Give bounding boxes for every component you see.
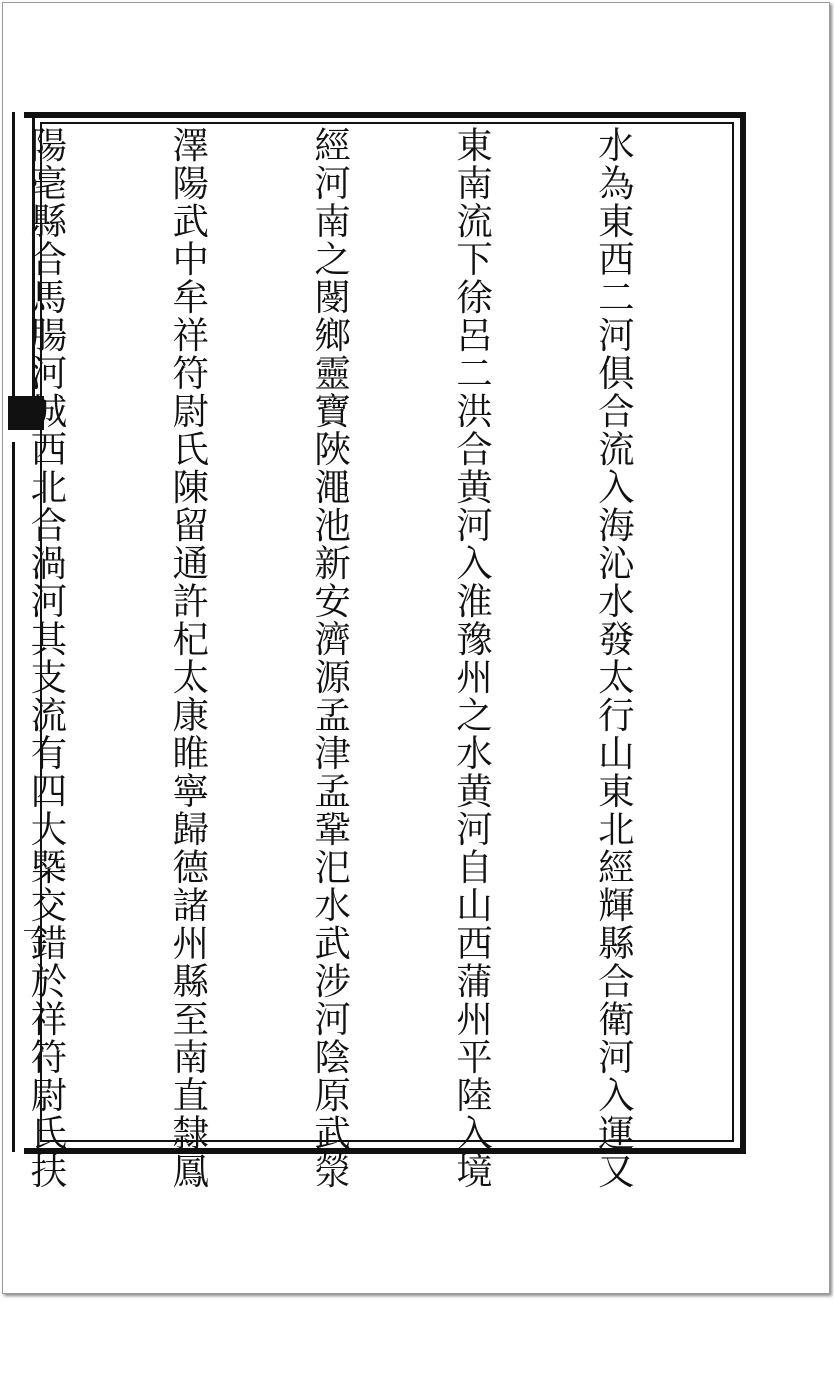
text-column: 東南流下徐呂二洪合黄河入淮豫州之水黄河自山西蒲州平陸入境 (450, 126, 494, 1190)
text-column: 陽亳縣合馬腸河城西北合渦河其支流有四大槩交錯於祥符尉氏扶 (24, 126, 68, 1190)
text-column: 澤陽武中牟祥符尉氏陳留通許杞太康睢寧歸德諸州縣至南直隸鳳 (166, 126, 210, 1190)
text-column: 水為東西二河俱合流入海沁水發太行山東北經輝縣合衛河入運又 (592, 126, 636, 1190)
vertical-text-block (24, 126, 732, 1190)
text-column: 經河南之閿鄉靈寶陜澠池新安濟源孟津孟鞏汜水武涉河陰原武滎 (308, 126, 352, 1190)
